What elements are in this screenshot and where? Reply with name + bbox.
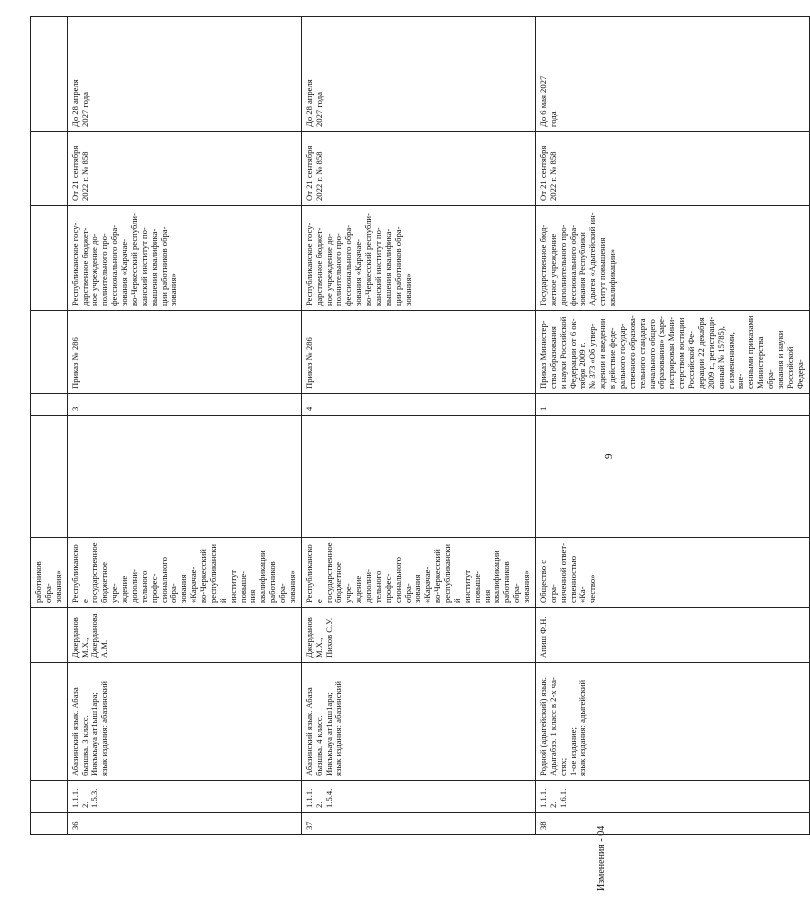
footer-note: Изменения - 04 xyxy=(596,825,607,891)
row-title: Абазинский язык. Абаза бызшва. 4 класс. Инкъкьауа ат1ыш1ара; язык издания: абазинский xyxy=(301,663,535,781)
row-title: Абазинский язык. Абаза бызшва. 3 класс. Инкъкьауа ат1ыш1ара; язык издания: абазинский xyxy=(67,663,301,781)
row-grade: 3 xyxy=(67,394,301,416)
row-date-order: От 21 сентября 2022 г. № 858 xyxy=(301,132,535,206)
row-code: 1.1.1.2. 1.6.1. xyxy=(535,781,809,813)
row-publisher: Общество с огра- ниченной ответ- ственностью «Ка- чество» xyxy=(535,538,809,608)
row-deadline: До 28 апреля 2027 года xyxy=(301,17,535,132)
row-deadline: До 6 мая 2027 года xyxy=(535,17,809,132)
row-deadline: До 28 апреля 2027 года xyxy=(67,17,301,132)
row-publisher: Республиканское государственное бюджетное учре- ждение дополни- тельного профес- сионального обра- зования «Карачае- во-Черкесский республиканский институт повыше- ния квалификации работников обра- зования» xyxy=(301,538,535,608)
row-date-order: От 21 сентября 2022 г. № 858 xyxy=(535,132,809,206)
row-new-publisher: Республиканское госу- дарственное бюджет- ное учреждение до- полнительного про- фессионального обра- зования «Карачае- во-Черкесский республи- канский институт по- вышения квалифика- ции работников обра- зования» xyxy=(67,206,301,311)
row-new-publisher: Государственное бюд- жетное учреждение дополнительного про- фессионального обра- зования Республики Адыгея «Адыгейский ин- ститут повышения квалификации» xyxy=(535,206,809,311)
row-empty-col xyxy=(301,416,535,538)
row-grade: 1 xyxy=(535,394,809,416)
row-title: Родной (адыгейский) язык. Адыгабзэ. 1 класс в 2-х ча- стях; 1-ое издание; язык издания: адыгейский xyxy=(535,663,809,781)
row-publisher: Республиканское государственное бюджетное учре- ждение дополни- тельного профес- сионального обра- зования «Карачае- во-Черкесский республиканский институт повыше- ния квалификации работников обра- зования» xyxy=(67,538,301,608)
row-grade: 4 xyxy=(301,394,535,416)
table-row xyxy=(301,17,535,835)
row-order: Приказ Министер- ства образования и науки Российской Федерации от 6 ок- тября 2009 г. № 373 «Об утвер- ждении и введении в действие феде- рального государ- ственного образова- тельного стандарта начального общего образования» (заре- гистрирован Мини- стерством юстиции Российской Фе- дерации 22 декабря 2009 г., регистраци- онный № 15785), с изменениями, вне- сенными приказами Министерства обра- зования и науки Российской Федера- xyxy=(535,311,809,394)
row-new-publisher: Республиканское госу- дарственное бюджет- ное учреждение до- полнительного про- фессионального обра- зования «Карачае- во-Черкесский республи- канский институт по- вышения квалифика- ции работников обра- зования» xyxy=(301,206,535,311)
continued-publisher-cell: работников обра- зования» xyxy=(31,538,68,608)
row-code: 1.1.1.2. 1.5.3. xyxy=(67,781,301,813)
row-number: 38 xyxy=(535,813,809,835)
table-row xyxy=(535,17,809,835)
continuation-row xyxy=(31,17,68,835)
row-authors: Джерданов М.Х., Пихов С.У. xyxy=(301,608,535,663)
row-empty-col xyxy=(535,416,809,538)
row-order: Приказ № 286 xyxy=(301,311,535,394)
row-authors: Апиш Ф.Н. xyxy=(535,608,809,663)
amendments-table xyxy=(30,16,810,835)
row-order: Приказ № 286 xyxy=(67,311,301,394)
row-number: 36 xyxy=(67,813,301,835)
page-number: 9 xyxy=(603,453,615,459)
row-date-order: От 21 сентября 2022 г. № 858 xyxy=(67,132,301,206)
table-row xyxy=(67,17,301,835)
row-code: 1.1.1.2. 1.5.4. xyxy=(301,781,535,813)
row-empty-col xyxy=(67,416,301,538)
row-number: 37 xyxy=(301,813,535,835)
row-authors: Джерданов М.Х., Джерданова А.М. xyxy=(67,608,301,663)
